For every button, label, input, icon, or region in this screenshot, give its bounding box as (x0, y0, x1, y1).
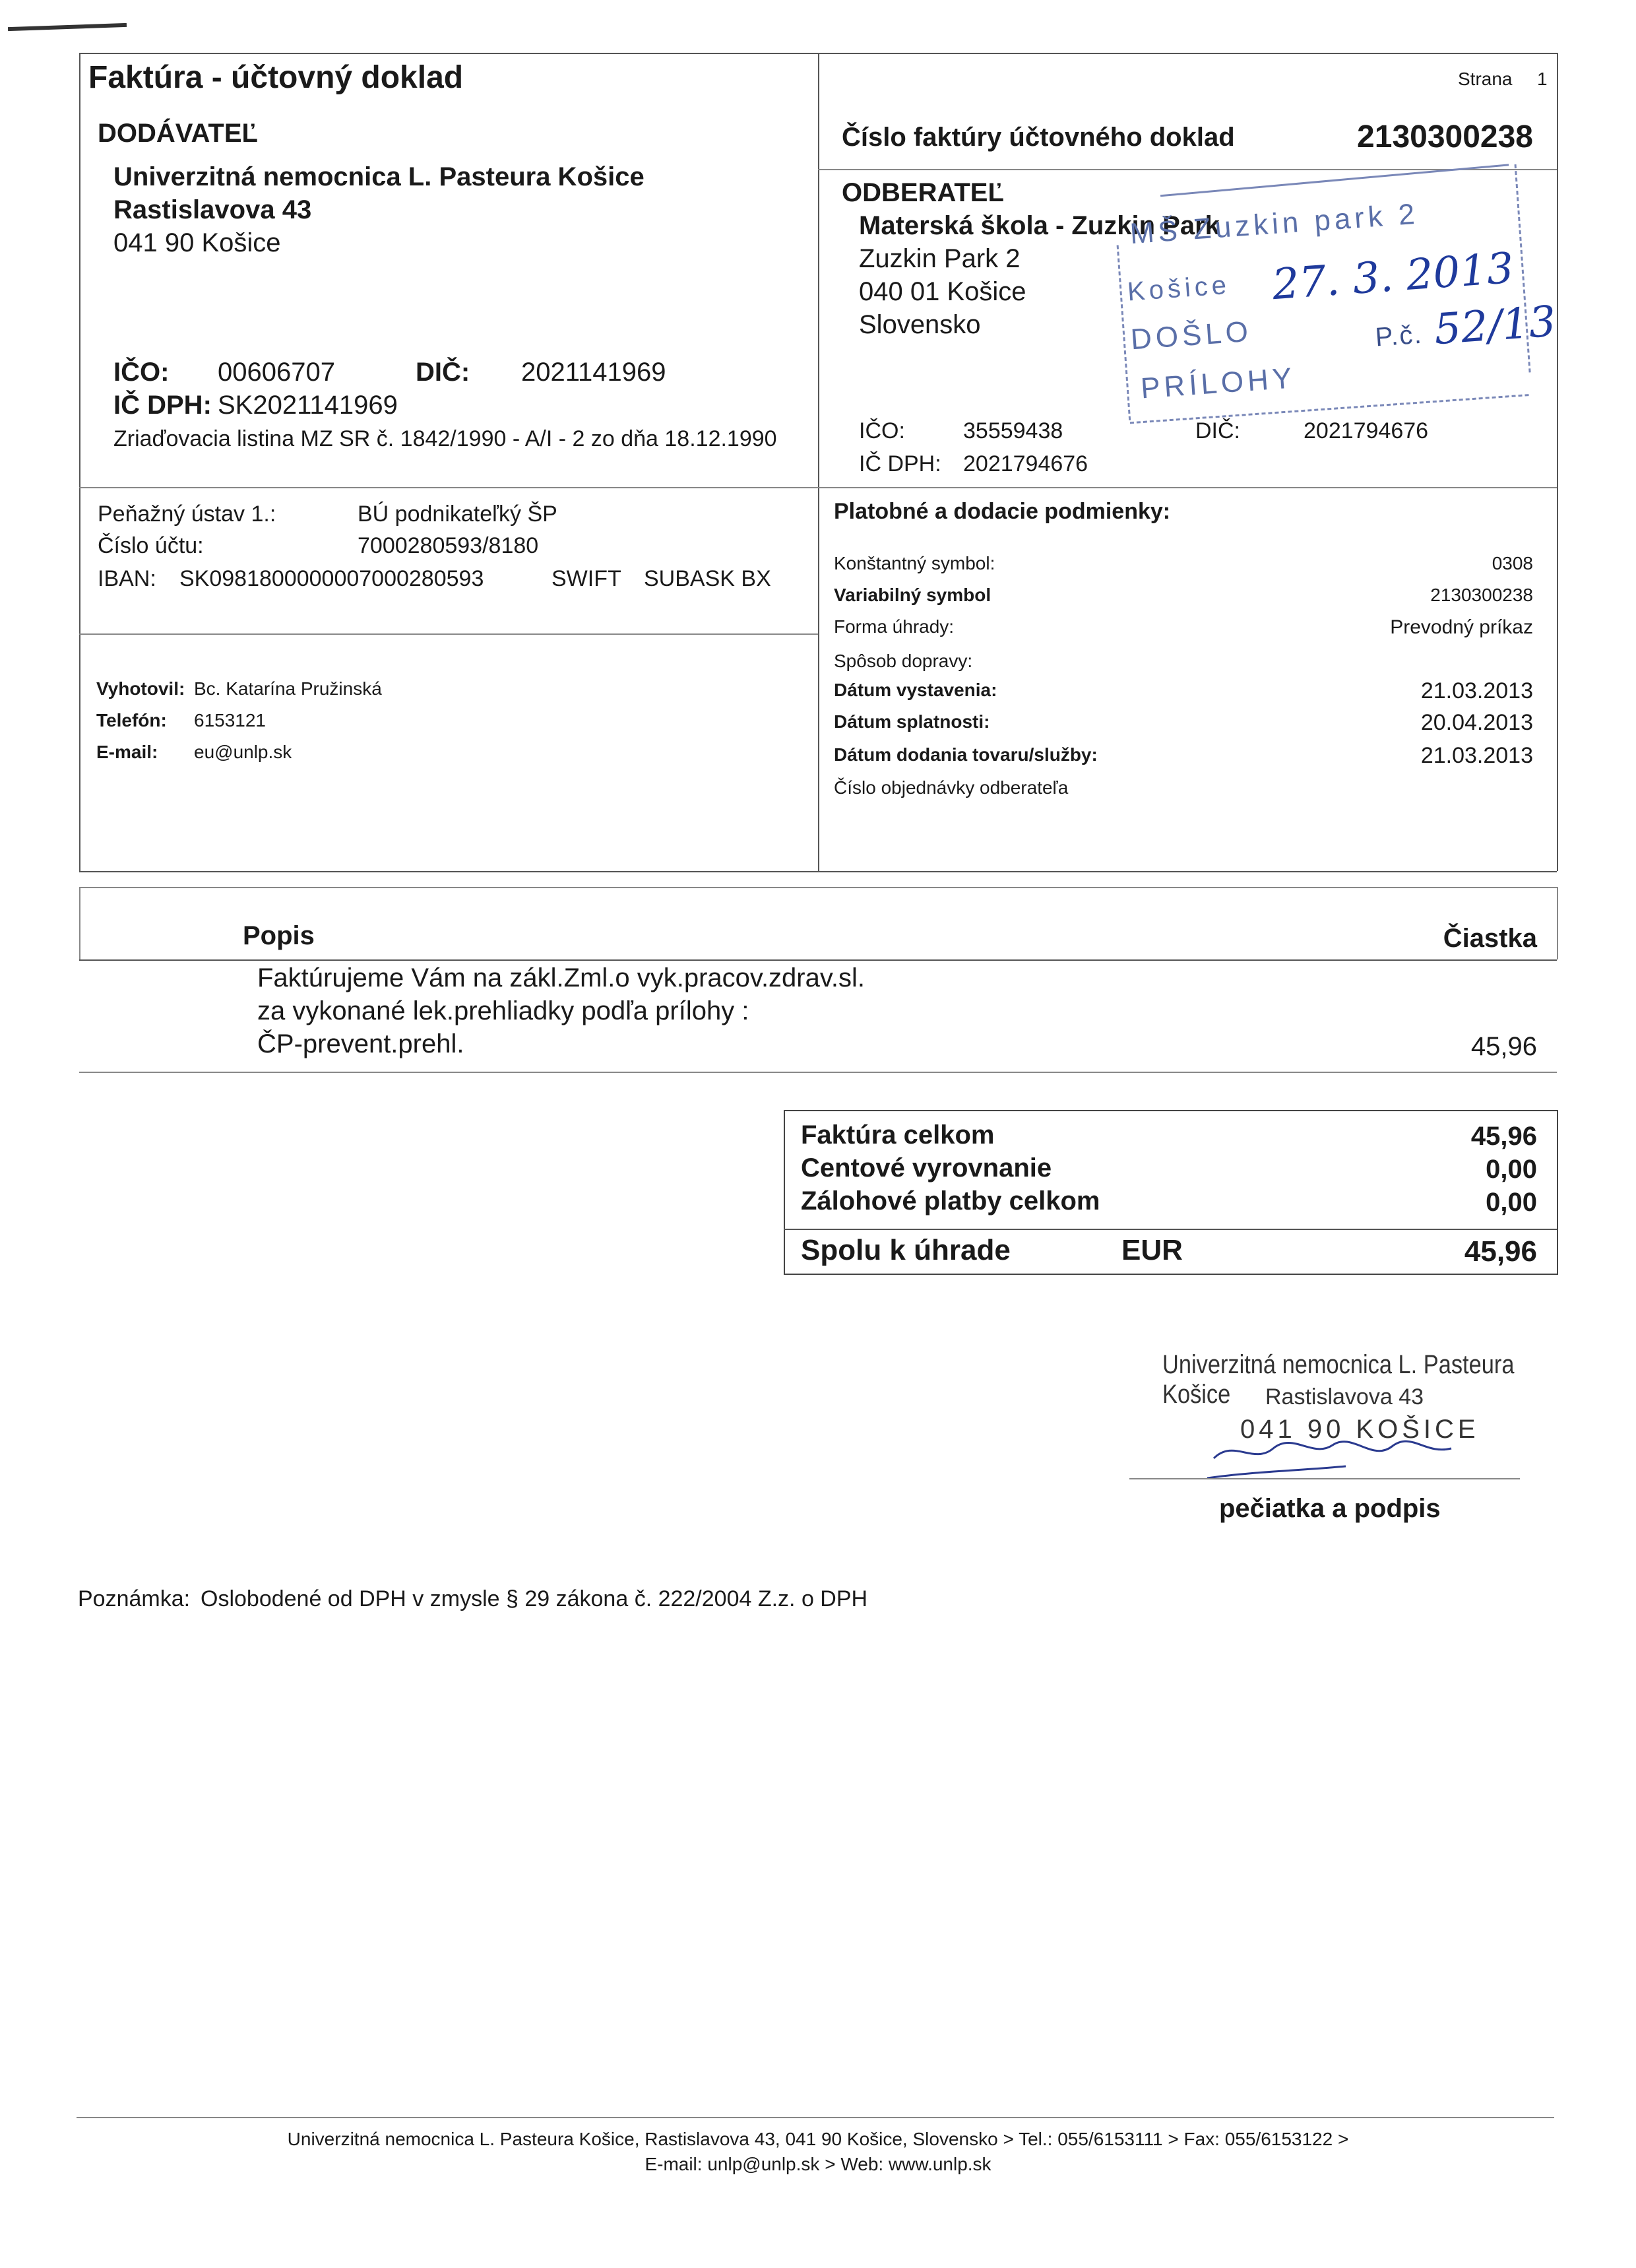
email-label: E-mail: (96, 742, 158, 762)
issued-by: Bc. Katarína Pružinská (194, 678, 382, 699)
stamp-line1: MŠ Zuzkin park 2 (1129, 197, 1420, 251)
note-text: Oslobodené od DPH v zmysle § 29 zákona č. 222/2004 Z.z. o DPH (201, 1586, 868, 1611)
signature-stamp-line1: Univerzitná nemocnica L. Pasteura Košice (1162, 1350, 1515, 1409)
footer-rule (77, 2117, 1554, 2118)
customer-country: Slovensko (859, 310, 981, 339)
due-amount: 45,96 (1464, 1235, 1537, 1268)
advances-label: Zálohové platby celkom (801, 1186, 1100, 1215)
supplier-city: 041 90 Košice (113, 228, 281, 257)
due-date: 20.04.2013 (1420, 710, 1533, 735)
signature-line (1129, 1478, 1520, 1479)
rounding-label: Centové vyrovnanie (801, 1153, 1052, 1183)
stamp-line4: PRÍLOHY (1139, 362, 1297, 405)
issue-date-label: Dátum vystavenia: (834, 680, 997, 700)
issue-date: 21.03.2013 (1420, 678, 1533, 703)
totals-divider (784, 1229, 1557, 1230)
header-left-border (79, 53, 80, 871)
payment-form-label: Forma úhrady: (834, 616, 955, 637)
bank-institution: BÚ podnikateľký ŠP (358, 502, 557, 527)
signature-stamp-line2: Rastislavova 43 (1265, 1384, 1424, 1409)
supplier-dic: 2021141969 (521, 358, 666, 387)
supplier-registry-note: Zriaďovacia listina MZ SR č. 1842/1990 - A/I - 2 zo dňa 18.12.1990 (113, 426, 777, 451)
payment-form: Prevodný príkaz (1390, 616, 1533, 638)
bank-iban-label: IBAN: (98, 566, 156, 591)
customer-icdph-label: IČ DPH: (859, 451, 941, 476)
item-amount: 45,96 (1470, 1032, 1537, 1061)
supplier-icdph-label: IČ DPH: (113, 391, 212, 420)
parties-divider (79, 487, 1557, 488)
signature-caption: pečiatka a podpis (1219, 1494, 1441, 1523)
due-label: Spolu k úhrade (801, 1234, 1011, 1266)
supplier-section-label: DODÁVATEĽ (98, 119, 258, 148)
items-amount-header: Čiastka (1443, 924, 1537, 953)
order-number-label: Číslo objednávky odberateľa (834, 777, 1069, 798)
supplier-street: Rastislavova 43 (113, 195, 312, 224)
header-right-border (1557, 53, 1558, 871)
delivery-date: 21.03.2013 (1420, 743, 1533, 768)
bank-swift-label: SWIFT (551, 566, 621, 591)
received-stamp (1107, 157, 1557, 430)
header-middle-divider (818, 53, 819, 871)
items-top-border (79, 887, 1557, 888)
transport-label: Spôsob dopravy: (834, 651, 973, 671)
scan-mark (8, 23, 127, 31)
issued-by-label: Vyhotovil: (96, 678, 185, 699)
supplier-dic-label: DIČ: (416, 358, 470, 387)
bank-iban: SK0981800000007000280593 (179, 566, 484, 591)
invoice-total-label: Faktúra celkom (801, 1120, 995, 1150)
customer-dic-label: DIČ: (1195, 418, 1240, 443)
invoice-total: 45,96 (1470, 1122, 1537, 1151)
stamp-line3: DOŠLO (1129, 315, 1253, 356)
note-label: Poznámka: (78, 1586, 191, 1611)
supplier-icdph: SK2021141969 (218, 391, 398, 420)
terms-section-label: Platobné a dodacie podmienky: (834, 499, 1171, 524)
items-right-border (1557, 887, 1558, 959)
bank-divider (79, 633, 818, 635)
bank-institution-label: Peňažný ústav 1.: (98, 502, 276, 527)
due-date-label: Dátum splatnosti: (834, 711, 990, 732)
bank-account-label: Číslo účtu: (98, 533, 204, 558)
stamp-number-handwritten: 52/13 (1432, 297, 1557, 355)
variable-symbol: 2130300238 (1430, 585, 1533, 605)
stamp-line2: Košice (1126, 270, 1232, 307)
customer-city: 040 01 Košice (859, 277, 1026, 306)
delivery-date-label: Dátum dodania tovaru/služby: (834, 744, 1098, 765)
footer-line2: E-mail: unlp@unlp.sk > Web: www.unlp.sk (645, 2154, 991, 2174)
variable-symbol-label: Variabilný symbol (834, 585, 991, 605)
invoice-number-label: Číslo faktúry účtovného doklad (842, 123, 1235, 152)
supplier-ico-label: IČO: (113, 358, 170, 387)
items-left-border (79, 887, 80, 959)
customer-section-label: ODBERATEĽ (842, 178, 1004, 207)
phone-label: Telefón: (96, 710, 167, 730)
footer-line1: Univerzitná nemocnica L. Pasteura Košice, Rastislavova 43, 041 90 Košice, Slovensko > Tel.: 055/6153111 > Fax: 055/6153122 > (287, 2129, 1349, 2149)
item-line2: za vykonané lek.prehliadky podľa prílohy : (257, 996, 749, 1025)
due-currency: EUR (1121, 1234, 1183, 1266)
phone: 6153121 (194, 710, 267, 730)
stamp-date-handwritten: 27. 3. 2013 (1271, 243, 1516, 310)
invoice-number: 2130300238 (1357, 119, 1533, 154)
rounding: 0,00 (1486, 1155, 1537, 1184)
page-number: 1 (1537, 69, 1548, 89)
customer-street: Zuzkin Park 2 (859, 244, 1021, 273)
customer-icdph: 2021794676 (963, 451, 1088, 476)
customer-ico: 35559438 (963, 418, 1063, 443)
items-bottom-border (79, 1072, 1557, 1073)
stamp-pc-label: P.č. (1374, 319, 1424, 352)
item-line1: Faktúrujeme Vám na zákl.Zml.o vyk.pracov.zdrav.sl. (257, 963, 865, 992)
bank-account: 7000280593/8180 (358, 533, 539, 558)
customer-ico-label: IČO: (859, 418, 905, 443)
page-title: Faktúra - účtovný doklad (88, 60, 464, 95)
signature-stamp-line3: 041 90 KOŠICE (1240, 1415, 1480, 1444)
page-label: Strana (1458, 69, 1513, 89)
constant-symbol: 0308 (1492, 553, 1533, 573)
items-desc-header: Popis (243, 921, 315, 950)
signature-scribble (1174, 1432, 1478, 1491)
supplier-ico: 00606707 (218, 358, 335, 387)
constant-symbol-label: Konštantný symbol: (834, 553, 995, 573)
customer-name: Materská škola - Zuzkin Park (859, 211, 1220, 240)
header-bottom-border (79, 871, 1557, 872)
supplier-name: Univerzitná nemocnica L. Pasteura Košice (113, 162, 645, 191)
advances: 0,00 (1486, 1188, 1537, 1217)
bank-swift: SUBASK BX (644, 566, 771, 591)
items-header-underline (79, 959, 1557, 961)
email: eu@unlp.sk (194, 742, 292, 762)
item-line3: ČP-prevent.prehl. (257, 1029, 464, 1058)
customer-dic: 2021794676 (1304, 418, 1429, 443)
